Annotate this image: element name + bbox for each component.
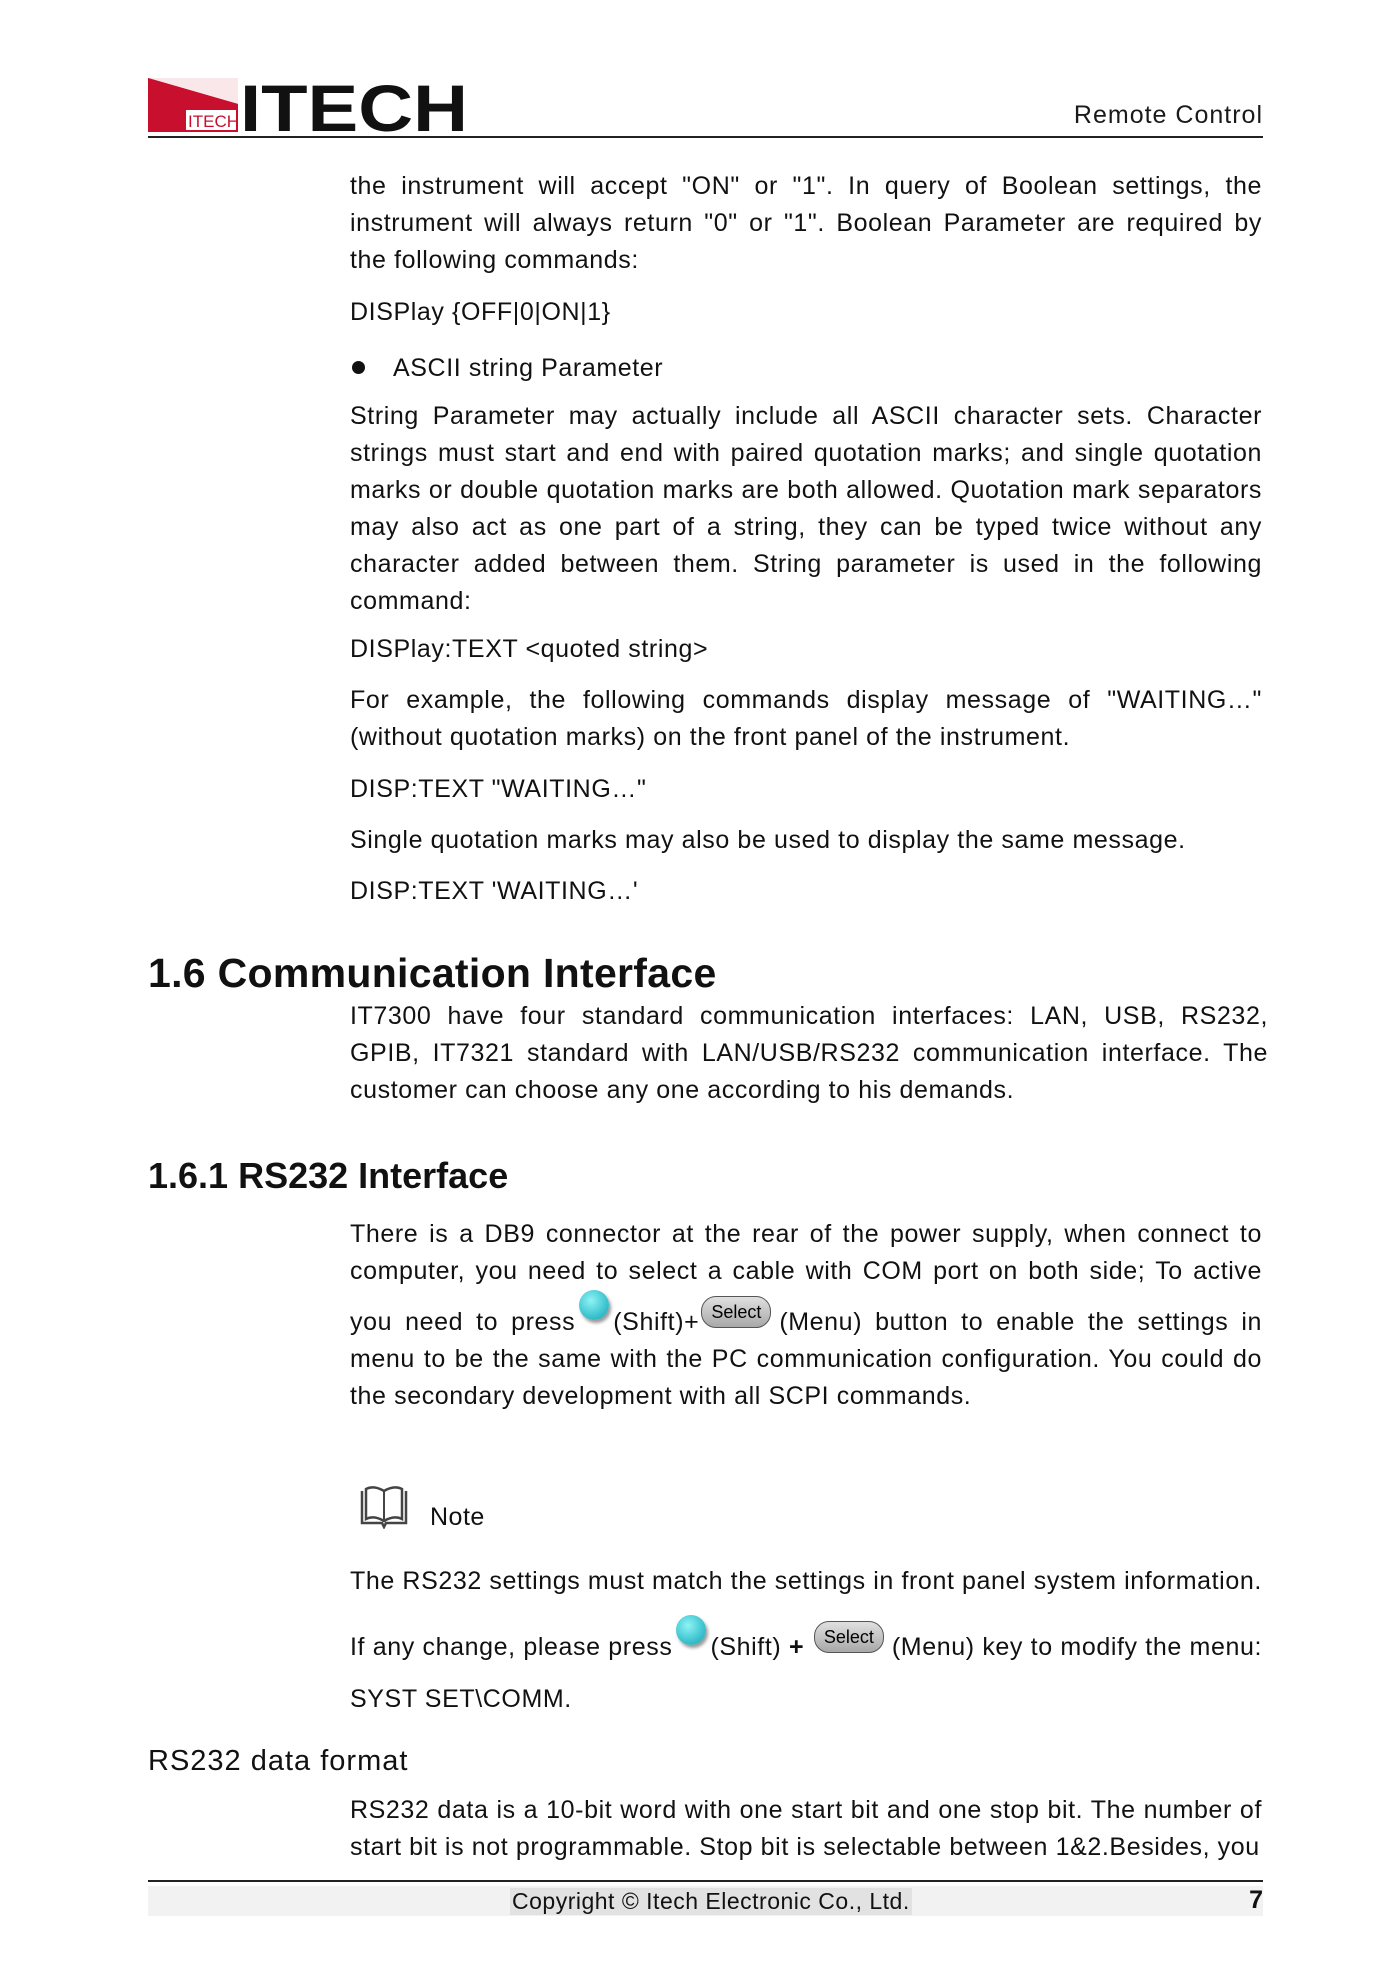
paragraph-data-format-text: RS232 data is a 10-bit word with one start bit and one stop bit. The number of start bit is not programmable. Stop bit is selectable between 1&2.Besides, you xyxy=(350,1796,1262,1861)
logo-text: ITECH xyxy=(240,74,468,134)
footer-copyright: Copyright © Itech Electronic Co., Ltd. xyxy=(512,1888,910,1914)
paragraph-single-quote: Single quotation marks may also be used to display the same message. xyxy=(350,826,1186,854)
command-display-text: DISPlay:TEXT <quoted string> xyxy=(350,635,709,663)
rs232-text-b: (Menu) button to enable the settings in menu to be the same with the PC communication configuration. You could do the secondary development with all SCPI commands. xyxy=(350,1308,1262,1410)
paragraph-string xyxy=(350,398,1262,620)
page-footer xyxy=(148,1880,1263,1918)
rs232-text-a: There is a DB9 connector at the rear of the power supply, when connect to computer, you need to select a cable with COM port on both side; To active you need to press xyxy=(350,1220,1262,1336)
paragraph-example xyxy=(350,682,1262,756)
note-text-b: (Menu) key to modify the menu: SYST SET\COMM. xyxy=(350,1633,1263,1713)
header-section-title: Remote Control xyxy=(1073,101,1263,129)
paragraph-data-format xyxy=(350,1792,1262,1866)
rs232-shift-label: (Shift)+ xyxy=(613,1308,700,1336)
paragraph-communication-text: IT7300 have four standard communication interfaces: LAN, USB, RS232, GPIB, IT7321 standard with LAN/USB/RS232 communication interface. The customer can choose any one according to his demands. xyxy=(350,1002,1268,1104)
heading-communication-interface: 1.6 Communication Interface xyxy=(148,950,717,996)
note-plus: + xyxy=(788,1633,805,1661)
select-key-icon: Select xyxy=(814,1621,884,1653)
itech-logo xyxy=(148,74,468,134)
book-icon xyxy=(358,1485,410,1529)
bullet-icon xyxy=(352,361,365,374)
paragraph-communication xyxy=(350,998,1268,1109)
paragraph-rs232 xyxy=(350,1216,1262,1415)
heading-rs232-data-format: RS232 data format xyxy=(148,1745,409,1777)
paragraph-boolean xyxy=(350,168,1262,279)
note-label: Note xyxy=(430,1503,485,1531)
note-text-a: If any change, please press xyxy=(350,1633,673,1661)
bullet-label: ASCII string Parameter xyxy=(393,354,664,382)
bullet-item xyxy=(352,350,663,387)
select-key-icon: Select xyxy=(701,1296,771,1328)
note-box xyxy=(358,1485,485,1534)
heading-rs232-interface: 1.6.1 RS232 Interface xyxy=(148,1155,509,1196)
page-header xyxy=(148,72,1263,138)
paragraph-string-text: String Parameter may actually include all ASCII character sets. Character strings must start and end with paired quotation marks; and single quotation marks or double quotation marks are both allowed. Quotation mark separators may also act as one part of a string, they can be typed twice without any character added between them. String parameter is used in the following command: xyxy=(350,402,1262,615)
logo-badge-text: ITECH xyxy=(188,112,239,131)
page-number: 7 xyxy=(1249,1886,1263,1914)
command-disp-single: DISP:TEXT 'WAITING…' xyxy=(350,877,639,905)
note-shift-label: (Shift) xyxy=(710,1633,782,1661)
command-disp-double: DISP:TEXT "WAITING…" xyxy=(350,775,647,803)
paragraph-example-text: For example, the following commands display message of "WAITING…" (without quotation marks) on the front panel of the instrument. xyxy=(350,686,1262,751)
shift-key-icon xyxy=(676,1615,706,1645)
paragraph-boolean-text: the instrument will accept "ON" or "1". In query of Boolean settings, the instrument will always return "0" or "1". Boolean Parameter are required by the following commands: xyxy=(350,172,1262,274)
note-line2 xyxy=(350,1615,1262,1725)
command-display-boolean: DISPlay {OFF|0|ON|1} xyxy=(350,298,611,326)
shift-key-icon xyxy=(579,1290,609,1320)
note-line1: The RS232 settings must match the settings in front panel system information. xyxy=(350,1567,1262,1595)
